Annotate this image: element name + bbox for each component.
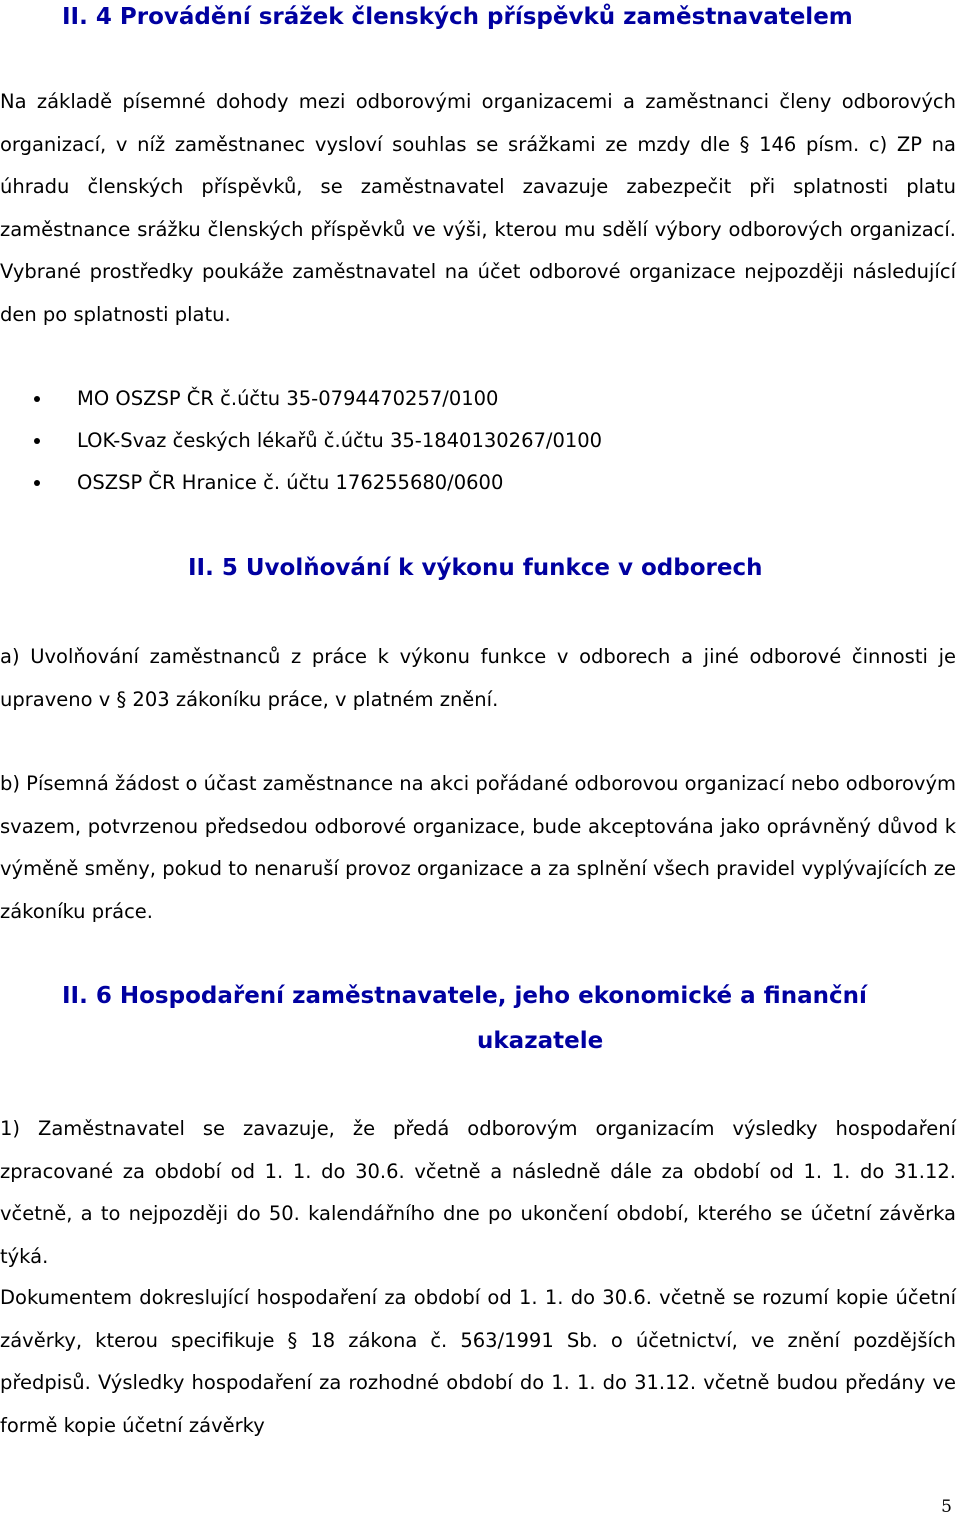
bullet-icon [34,396,40,402]
section-ii4-title: II. 4 Provádění srážek členských příspěvků zaměstnavatelem [62,4,853,30]
account-list [0,378,602,504]
list-item [0,378,602,420]
account-text: LOK-Svaz českých lékařů č.účtu 35-1840130267/0100 [77,429,603,452]
section-ii5-paragraph-a: a) Uvolňování zaměstnanců z práce k výkonu funkce v odborech a jiné odborové činnosti je upraveno v § 203 zákoníku práce, v platném znění. [0,645,956,711]
section-ii4-paragraph: Na základě písemné dohody mezi odborovými organizacemi a zaměstnanci členy odborových organizací, v níž zaměstnanec vysloví souhlas se srážkami ze mzdy dle § 146 písm. c) ZP na úhradu členských příspěvků, se zaměstnavatel zavazuje zabezpečit při splatnosti platu zaměstnance srážku členských příspěvků ve výši, kterou mu sdělí výbory odborových organizací. Vybrané prostředky poukáže zaměstnavatel na účet odborové organizace nejpozději následující den po splatnosti platu. [0,90,956,326]
bullet-icon [34,480,40,486]
list-item [0,420,602,462]
bullet-icon [34,438,40,444]
section-ii6-title-line1: II. 6 Hospodaření zaměstnavatele, jeho ekonomické a finanční [62,983,867,1009]
section-ii6-paragraph-1: 1) Zaměstnavatel se zavazuje, že předá odborovým organizacím výsledky hospodaření zpracované za období od 1. 1. do 30.6. včetně a následně dále za období od 1. 1. do 31.12. včetně, a to nejpozději do 50. kalendářního dne po ukončení období, kterého se účetní závěrka týká. [0,1117,956,1268]
section-ii5-paragraph-b: b) Písemná žádost o účast zaměstnance na akci pořádané odborovou organizací nebo odborovým svazem, potvrzenou předsedou odborové organizace, bude akceptována jako oprávněný důvod k výměně směny, pokud to nenaruší provoz organizace a za splnění všech pravidel vyplývajících ze zákoníku práce. [0,772,956,923]
account-text: MO OSZSP ČR č.účtu 35-0794470257/0100 [77,387,499,410]
section-ii6-paragraph-2: Dokumentem dokreslující hospodaření za období od 1. 1. do 30.6. včetně se rozumí kopie účetní závěrky, kterou specifikuje § 18 zákona č. 563/1991 Sb. o účetnictví, ve znění pozdějších předpisů. Výsledky hospodaření za rozhodné období do 1. 1. do 31.12. včetně budou předány ve formě kopie účetní závěrky [0,1286,956,1437]
account-text: OSZSP ČR Hranice č. účtu 176255680/0600 [77,471,504,494]
page-number: 5 [941,1497,952,1517]
list-item [0,462,602,504]
section-ii6-title-line2: ukazatele [477,1028,604,1054]
section-ii5-title: II. 5 Uvolňování k výkonu funkce v odborech [188,555,763,581]
